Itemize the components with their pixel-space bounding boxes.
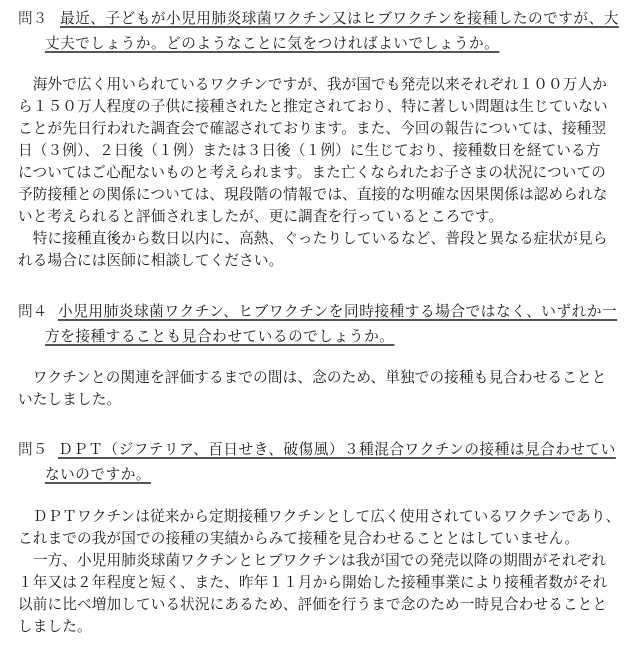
question-label: 問３ <box>18 10 48 27</box>
answer-text-line: れる場合には医師に相談してください。 <box>18 252 284 269</box>
question-text-line: 小児用肺炎球菌ワクチン、ヒブワクチンを同時接種する場合ではなく、いずれか一 <box>58 303 618 320</box>
answer-text-line: ＤＰＴワクチンは従来から定期接種ワクチンとして広く使用されているワクチンであり、 <box>18 508 621 525</box>
question-text-line: ないのですか。 <box>45 466 152 483</box>
question-label: 問５ <box>18 441 48 458</box>
question-text-line: 丈夫でしょうか。どのようなことに気をつければよいでしょうか。 <box>45 35 500 52</box>
answer-text-line: 以前に比べ増加している状況にあるため、評価を行うまで念のため一時見合わせることと <box>18 596 608 613</box>
answer-text-line: いたしました。 <box>18 391 122 408</box>
answer-text-line: しました。 <box>18 618 92 635</box>
question-text-line: ＤＰＴ（ジフテリア、百日せき、破傷風）３種混合ワクチンの接種は見合わせてい <box>58 441 616 458</box>
question-text-line: 方を接種することも見合わせているのでしょうか。 <box>45 328 395 345</box>
answer-text-line: についてはご心配ないものと考えられます。また亡くなられたお子さまの状況についての <box>18 164 607 181</box>
answer-text-line: 一方、小児用肺炎球菌ワクチンとヒブワクチンは我が国での発売以降の期間がそれぞれ <box>18 552 607 569</box>
answer-text-line: いと考えられると評価されましたが、更に調査を行っているところです。 <box>18 208 504 225</box>
answer-text-line: これまでの我が国での接種の実績からみて接種を見合わせることとはしていません。 <box>18 530 580 547</box>
answer-text-line: ことが先日行われた調査会で確認されております。また、今回の報告については、接種翌 <box>18 120 607 137</box>
answer-text-line: 予防接種との関係については、現段階の情報では、直接的な明確な因果関係は認められな <box>18 186 608 203</box>
answer-text-line: ら１５０万人程度の子供に接種されたと推定されており、特に著しい問題は生じていない <box>18 98 608 115</box>
question-text-line: 最近、子どもが小児用肺炎球菌ワクチン又はヒブワクチンを接種したのですが、大 <box>60 10 619 27</box>
answer-text-line: １年又は２年程度と短く、また、昨年１１月から開始した接種事業により接種者数がそれ <box>18 574 608 591</box>
answer-text-line: ワクチンとの関連を評価するまでの間は、念のため、単独での接種も見合わせることと <box>18 369 607 386</box>
answer-text-line: 海外で広く用いられているワクチンですが、我が国でも発売以来それぞれ１００万人か <box>18 76 608 93</box>
answer-text-line: 特に接種直後から数日以内に、高熱、ぐったりしているなど、普段と異なる症状が見ら <box>18 230 608 247</box>
answer-text-line: 日（３例）、２日後（１例）または３日後（１例）に生じており、接種数日を経ている方 <box>18 142 601 159</box>
question-label: 問４ <box>18 303 48 320</box>
